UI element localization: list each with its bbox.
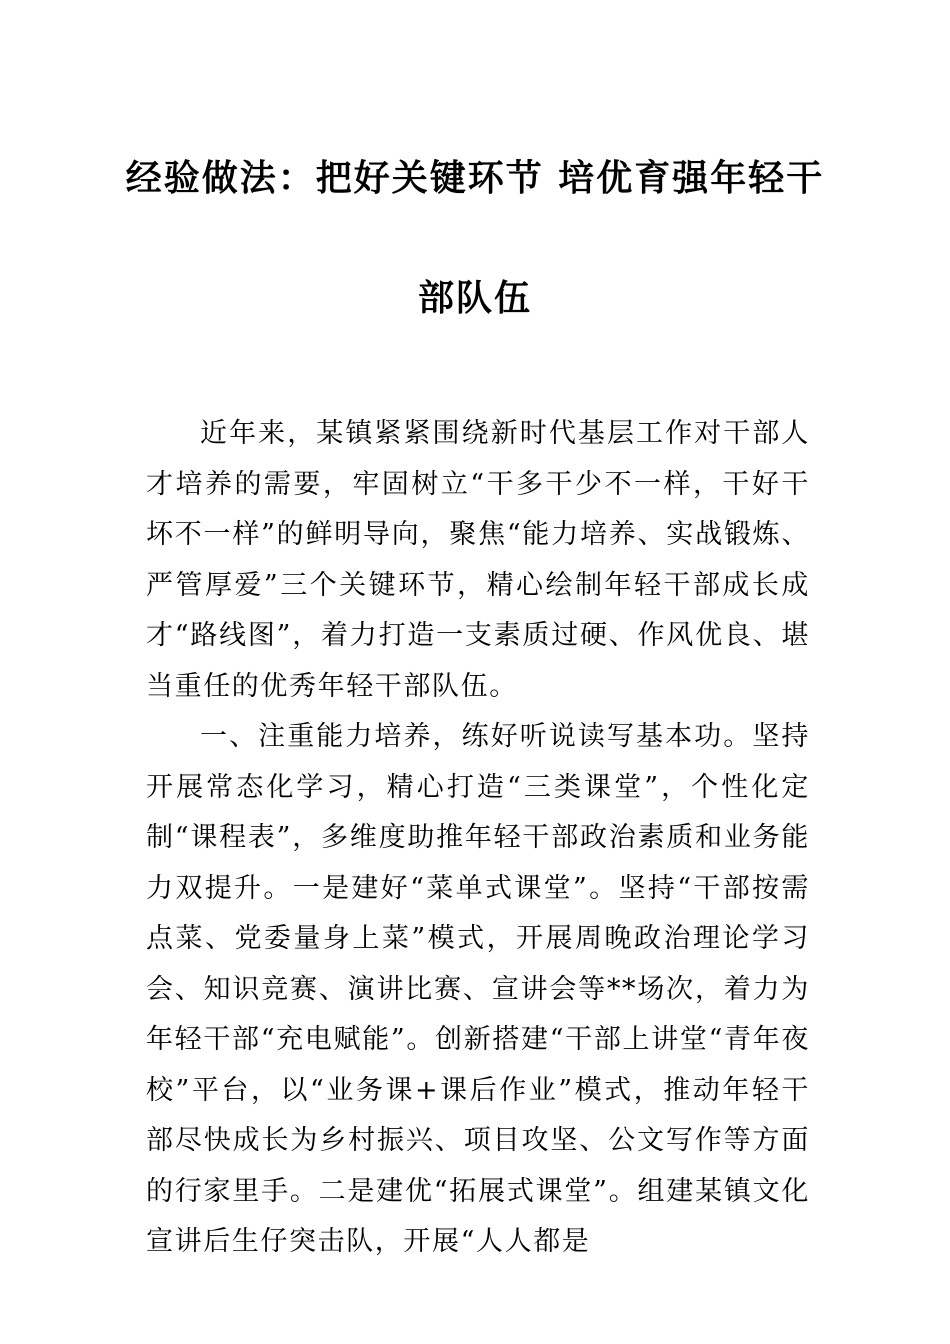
document-body	[146, 409, 810, 1268]
body-paragraph-section-1: 一、注重能力培养，练好听说读写基本功。坚持开展常态化学习，精心打造“三类课堂”，个性化定制“课程表”，多维度助推年轻干部政治素质和业务能力双提升。一是建好“菜单式课堂”。坚持“干部按需点菜、党委量身上菜”模式，开展周晚政治理论学习会、知识竞赛、演讲比赛、宣讲会等**场次，着力为年轻干部“充电赋能”。创新搭建“干部上讲堂“青年夜校”平台，以“业务课+课后作业”模式，推动年轻干部尽快成长为乡村振兴、项目攻坚、公文写作等方面的行家里手。二是建优“拓展式课堂”。组建某镇文化宣讲后生仔突击队，开展“人人都是	[146, 721, 810, 1257]
document-title-line-2: 部队伍	[417, 277, 532, 319]
document-title-line-1: 经验做法：把好关键环节 培优育强年轻干	[125, 157, 825, 199]
body-paragraph-intro: 近年来，某镇紧紧围绕新时代基层工作对干部人才培养的需要，牢固树立“干多干少不一样，干好干坏不一样”的鲜明导向，聚焦“能力培养、实战锻炼、严管厚爱”三个关键环节，精心绘制年轻干部成长成才“路线图”，着力打造一支素质过硬、作风优良、堪当重任的优秀年轻干部队伍。	[146, 418, 810, 702]
